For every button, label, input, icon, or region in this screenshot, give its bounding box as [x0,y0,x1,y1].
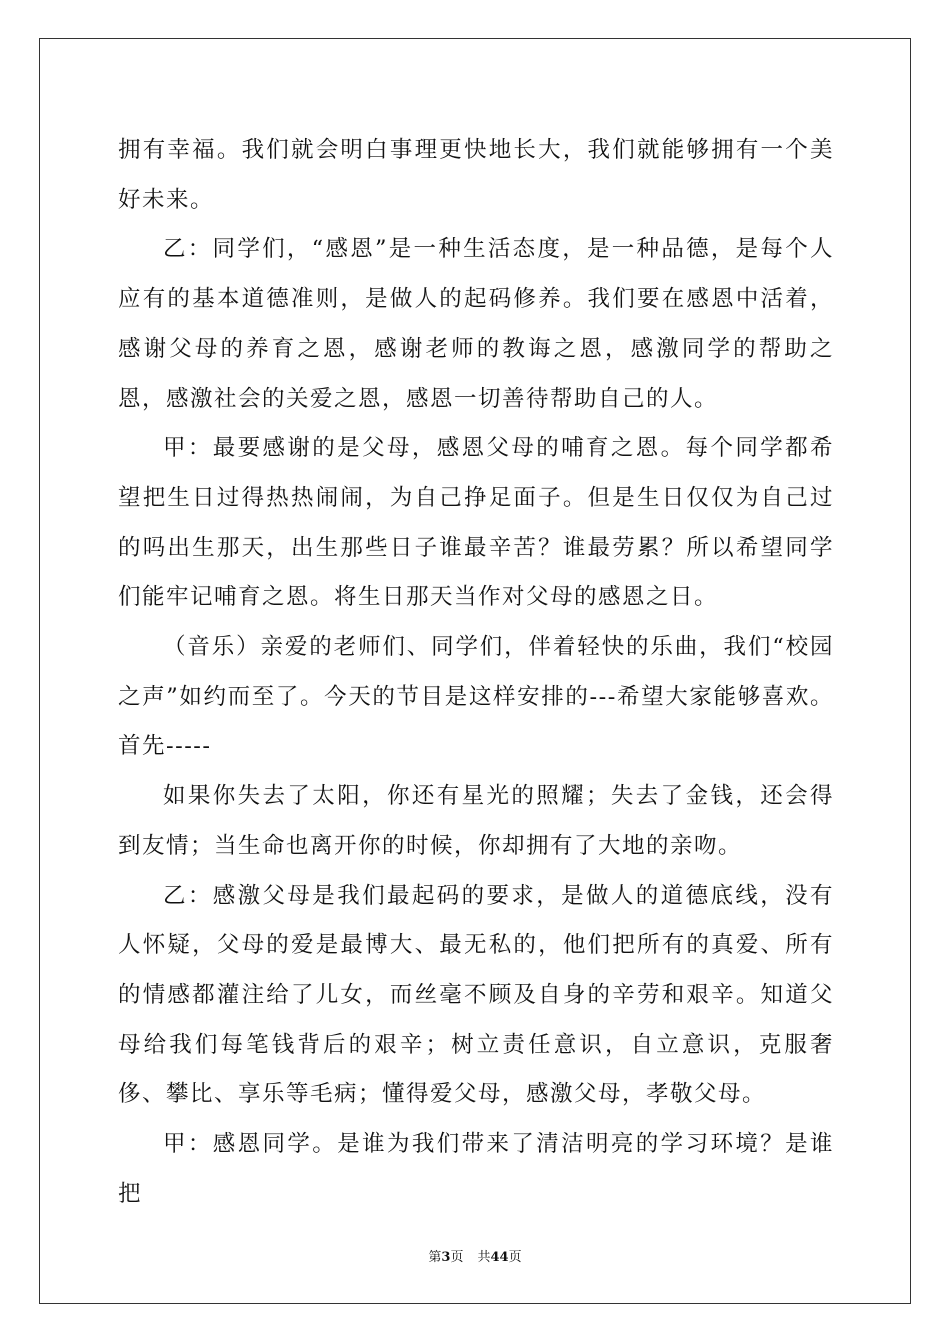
page-unit: 页 [450,1250,464,1265]
total-unit: 页 [508,1250,522,1265]
total-pages: 44 [490,1250,509,1265]
paragraph: （音乐）亲爱的老师们、同学们，伴着轻快的乐曲，我们“校园之声”如约而至了。今天的节目是这样安排的---希望大家能够喜欢。首先----- [118,634,834,760]
paragraph: 甲：最要感谢的是父母，感恩父母的哺育之恩。每个同学都希望把生日过得热热闹闹，为自己挣足面子。但是生日仅仅为自己过的吗出生那天，出生那些日子谁最辛苦？谁最劳累？所以希望同学们能牢记哺育之恩。将生日那天当作对父母的感恩之日。 [118,435,834,611]
document-body [118,126,834,1219]
page-number: 3 [441,1250,451,1265]
page-footer [0,1246,950,1265]
paragraph: 乙：感激父母是我们最起码的要求，是做人的道德底线，没有人怀疑，父母的爱是最博大、最无私的，他们把所有的真爱、所有的情感都灌注给了儿女，而丝毫不顾及自身的辛劳和艰辛。知道父母给我们每笔钱背后的艰辛；树立责任意识，自立意识，克服奢侈、攀比、享乐等毛病；懂得爱父母，感激父母，孝敬父母。 [118,882,834,1108]
paragraph: 甲：感恩同学。是谁为我们带来了清洁明亮的学习环境？是谁把 [118,1131,834,1207]
paragraph: 拥有幸福。我们就会明白事理更快地长大，我们就能够拥有一个美好未来。 [118,137,834,213]
total-prefix: 共 [477,1250,491,1265]
paragraph: 如果你失去了太阳，你还有星光的照耀；失去了金钱，还会得到友情；当生命也离开你的时候，你却拥有了大地的亲吻。 [118,783,834,859]
page-prefix: 第 [428,1250,442,1265]
paragraph: 乙：同学们，“感恩”是一种生活态度，是一种品德，是每个人应有的基本道德准则，是做人的起码修养。我们要在感恩中活着，感谢父母的养育之恩，感谢老师的教诲之恩，感激同学的帮助之恩，感激社会的关爱之恩，感恩一切善待帮助自己的人。 [118,236,834,412]
